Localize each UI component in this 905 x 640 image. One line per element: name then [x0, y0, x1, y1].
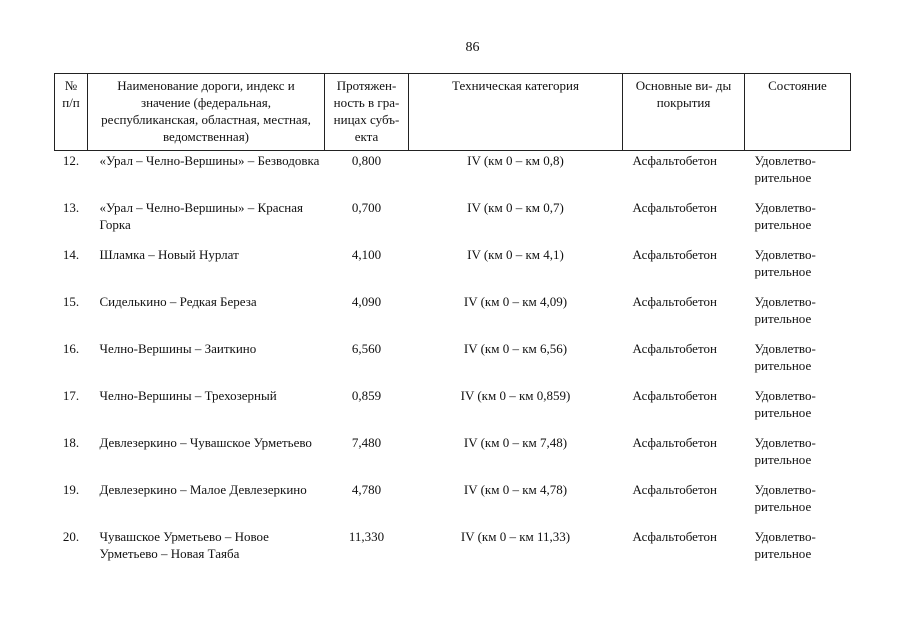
- row-road-name: Челно-Вершины – Заиткино: [99, 341, 257, 356]
- row-state: Удовлетво- рительное: [754, 200, 816, 232]
- table-row: [55, 246, 851, 293]
- row-road-name: Челно-Вершины – Трехозерный: [99, 388, 277, 403]
- row-length: 4,780: [351, 482, 382, 497]
- row-category: IV (км 0 – км 4,78): [463, 482, 568, 497]
- row-coverage: Асфальтобетон: [632, 341, 717, 356]
- row-coverage: Асфальтобетон: [632, 482, 717, 497]
- row-road-name: Шламка – Новый Нурлат: [99, 247, 239, 262]
- header-state: Состояние: [745, 74, 851, 151]
- row-road-name: «Урал – Челно-Вершины» – Безводовка: [99, 153, 320, 168]
- row-num: 18.: [62, 435, 80, 450]
- table-row: [55, 481, 851, 528]
- page-number: 86: [465, 40, 480, 55]
- row-num: 12.: [62, 153, 80, 168]
- table-row: [55, 387, 851, 434]
- row-num: 14.: [62, 247, 80, 262]
- row-state: Удовлетво- рительное: [754, 529, 816, 561]
- header-road-name: Наименование дороги, индекс и значение (федеральная, республиканская, областная, местная, ведомственная): [88, 74, 325, 151]
- row-num: 16.: [62, 341, 80, 356]
- row-state: Удовлетво- рительное: [754, 388, 816, 420]
- table-row: [55, 199, 851, 246]
- header-num: № п/п: [55, 74, 88, 151]
- table-header-row: [55, 74, 851, 151]
- row-length: 0,700: [351, 200, 382, 215]
- row-coverage: Асфальтобетон: [632, 247, 717, 262]
- row-category: IV (км 0 – км 11,33): [460, 529, 571, 544]
- header-length: Протяжен- ность в гра- ницах субъ- екта: [325, 74, 409, 151]
- row-road-name: Девлезеркино – Чувашское Урметьево: [99, 435, 312, 450]
- row-state: Удовлетво- рительное: [754, 294, 816, 326]
- row-road-name: Сиделькино – Редкая Береза: [99, 294, 257, 309]
- row-road-name: «Урал – Челно-Вершины» – Красная Горка: [99, 200, 303, 232]
- row-length: 11,330: [348, 529, 385, 544]
- table-row: [55, 293, 851, 340]
- row-num: 17.: [62, 388, 80, 403]
- row-category: IV (км 0 – км 4,1): [467, 247, 564, 262]
- row-category: IV (км 0 – км 0,859): [460, 388, 571, 403]
- row-num: 20.: [62, 529, 80, 544]
- row-length: 0,859: [351, 388, 382, 403]
- row-category: IV (км 0 – км 6,56): [463, 341, 568, 356]
- row-coverage: Асфальтобетон: [632, 153, 717, 168]
- table-row: [55, 151, 851, 200]
- row-num: 13.: [62, 200, 80, 215]
- row-length: 6,560: [351, 341, 382, 356]
- table-row: [55, 340, 851, 387]
- row-length: 7,480: [351, 435, 382, 450]
- header-category: Техническая категория: [409, 74, 623, 151]
- row-num: 19.: [62, 482, 80, 497]
- row-category: IV (км 0 – км 4,09): [463, 294, 568, 309]
- row-category: IV (км 0 – км 7,48): [463, 435, 568, 450]
- table-row: [55, 528, 851, 575]
- row-length: 0,800: [351, 153, 382, 168]
- row-coverage: Асфальтобетон: [632, 200, 717, 215]
- row-num: 15.: [62, 294, 80, 309]
- row-state: Удовлетво- рительное: [754, 247, 816, 279]
- table-row: [55, 434, 851, 481]
- row-category: IV (км 0 – км 0,8): [467, 153, 564, 168]
- row-length: 4,100: [351, 247, 382, 262]
- row-coverage: Асфальтобетон: [632, 529, 717, 544]
- header-coverage: Основные ви- ды покрытия: [623, 74, 745, 151]
- row-coverage: Асфальтобетон: [632, 294, 717, 309]
- row-coverage: Асфальтобетон: [632, 388, 717, 403]
- row-state: Удовлетво- рительное: [754, 341, 816, 373]
- row-coverage: Асфальтобетон: [632, 435, 717, 450]
- row-category: IV (км 0 – км 0,7): [467, 200, 564, 215]
- row-state: Удовлетво- рительное: [754, 153, 816, 185]
- roads-table: [54, 73, 851, 575]
- row-road-name: Девлезеркино – Малое Девлезеркино: [99, 482, 307, 497]
- row-state: Удовлетво- рительное: [754, 435, 816, 467]
- row-state: Удовлетво- рительное: [754, 482, 816, 514]
- row-length: 4,090: [351, 294, 382, 309]
- row-road-name: Чувашское Урметьево – Новое Урметьево – Новая Таяба: [99, 529, 269, 561]
